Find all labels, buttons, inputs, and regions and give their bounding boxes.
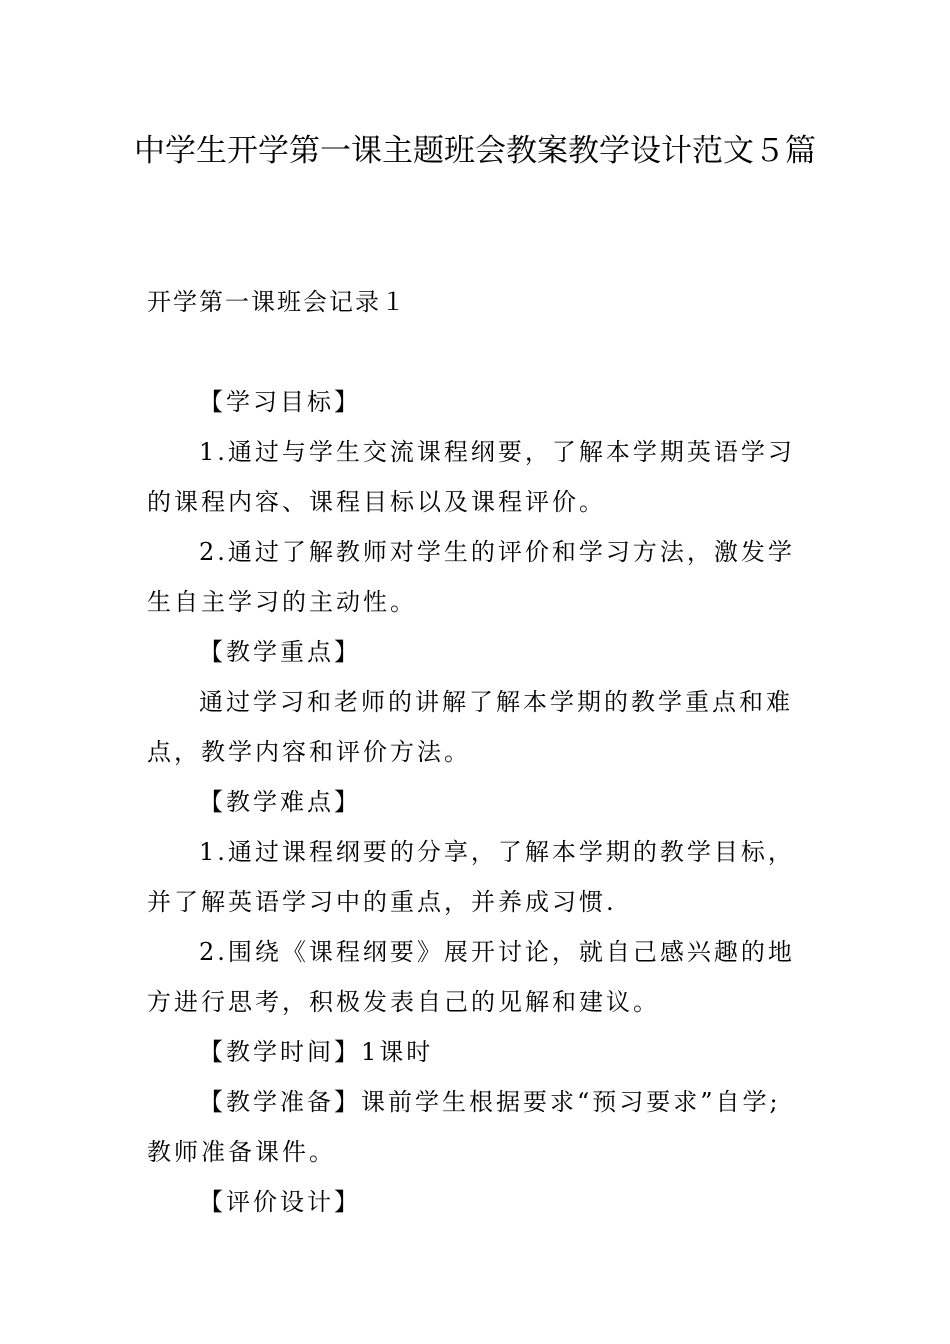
heading-teaching-focus: 【教学重点】 [199, 638, 361, 666]
section-heading: 开学第一课班会记录１ [147, 288, 407, 316]
teaching-time: 【教学时间】1课时 [199, 1038, 434, 1066]
heading-evaluation-design: 【评价设计】 [199, 1188, 361, 1216]
teaching-preparation: 【教学准备】课前学生根据要求“预习要求”自学;教师准备课件。 [147, 1088, 781, 1166]
objective-1: 1.通过与学生交流课程纲要，了解本学期英语学习的课程内容、课程目标以及课程评价。 [147, 438, 795, 516]
document-title: 中学生开学第一课主题班会教案教学设计范文５篇 [134, 133, 816, 169]
document-body [147, 377, 807, 1227]
teaching-focus-text: 通过学习和老师的讲解了解本学期的教学重点和难点，教学内容和评价方法。 [147, 688, 793, 766]
objective-2: 2.通过了解教师对学生的评价和学习方法，激发学生自主学习的主动性。 [147, 538, 795, 616]
heading-teaching-difficulties: 【教学难点】 [199, 788, 361, 816]
heading-learning-objectives: 【学习目标】 [199, 388, 361, 416]
difficulty-2: 2.围绕《课程纲要》展开讨论，就自己感兴趣的地方进行思考，积极发表自己的见解和建议。 [147, 938, 795, 1016]
difficulty-1: 1.通过课程纲要的分享，了解本学期的教学目标，并了解英语学习中的重点，并养成习惯. [147, 838, 795, 916]
